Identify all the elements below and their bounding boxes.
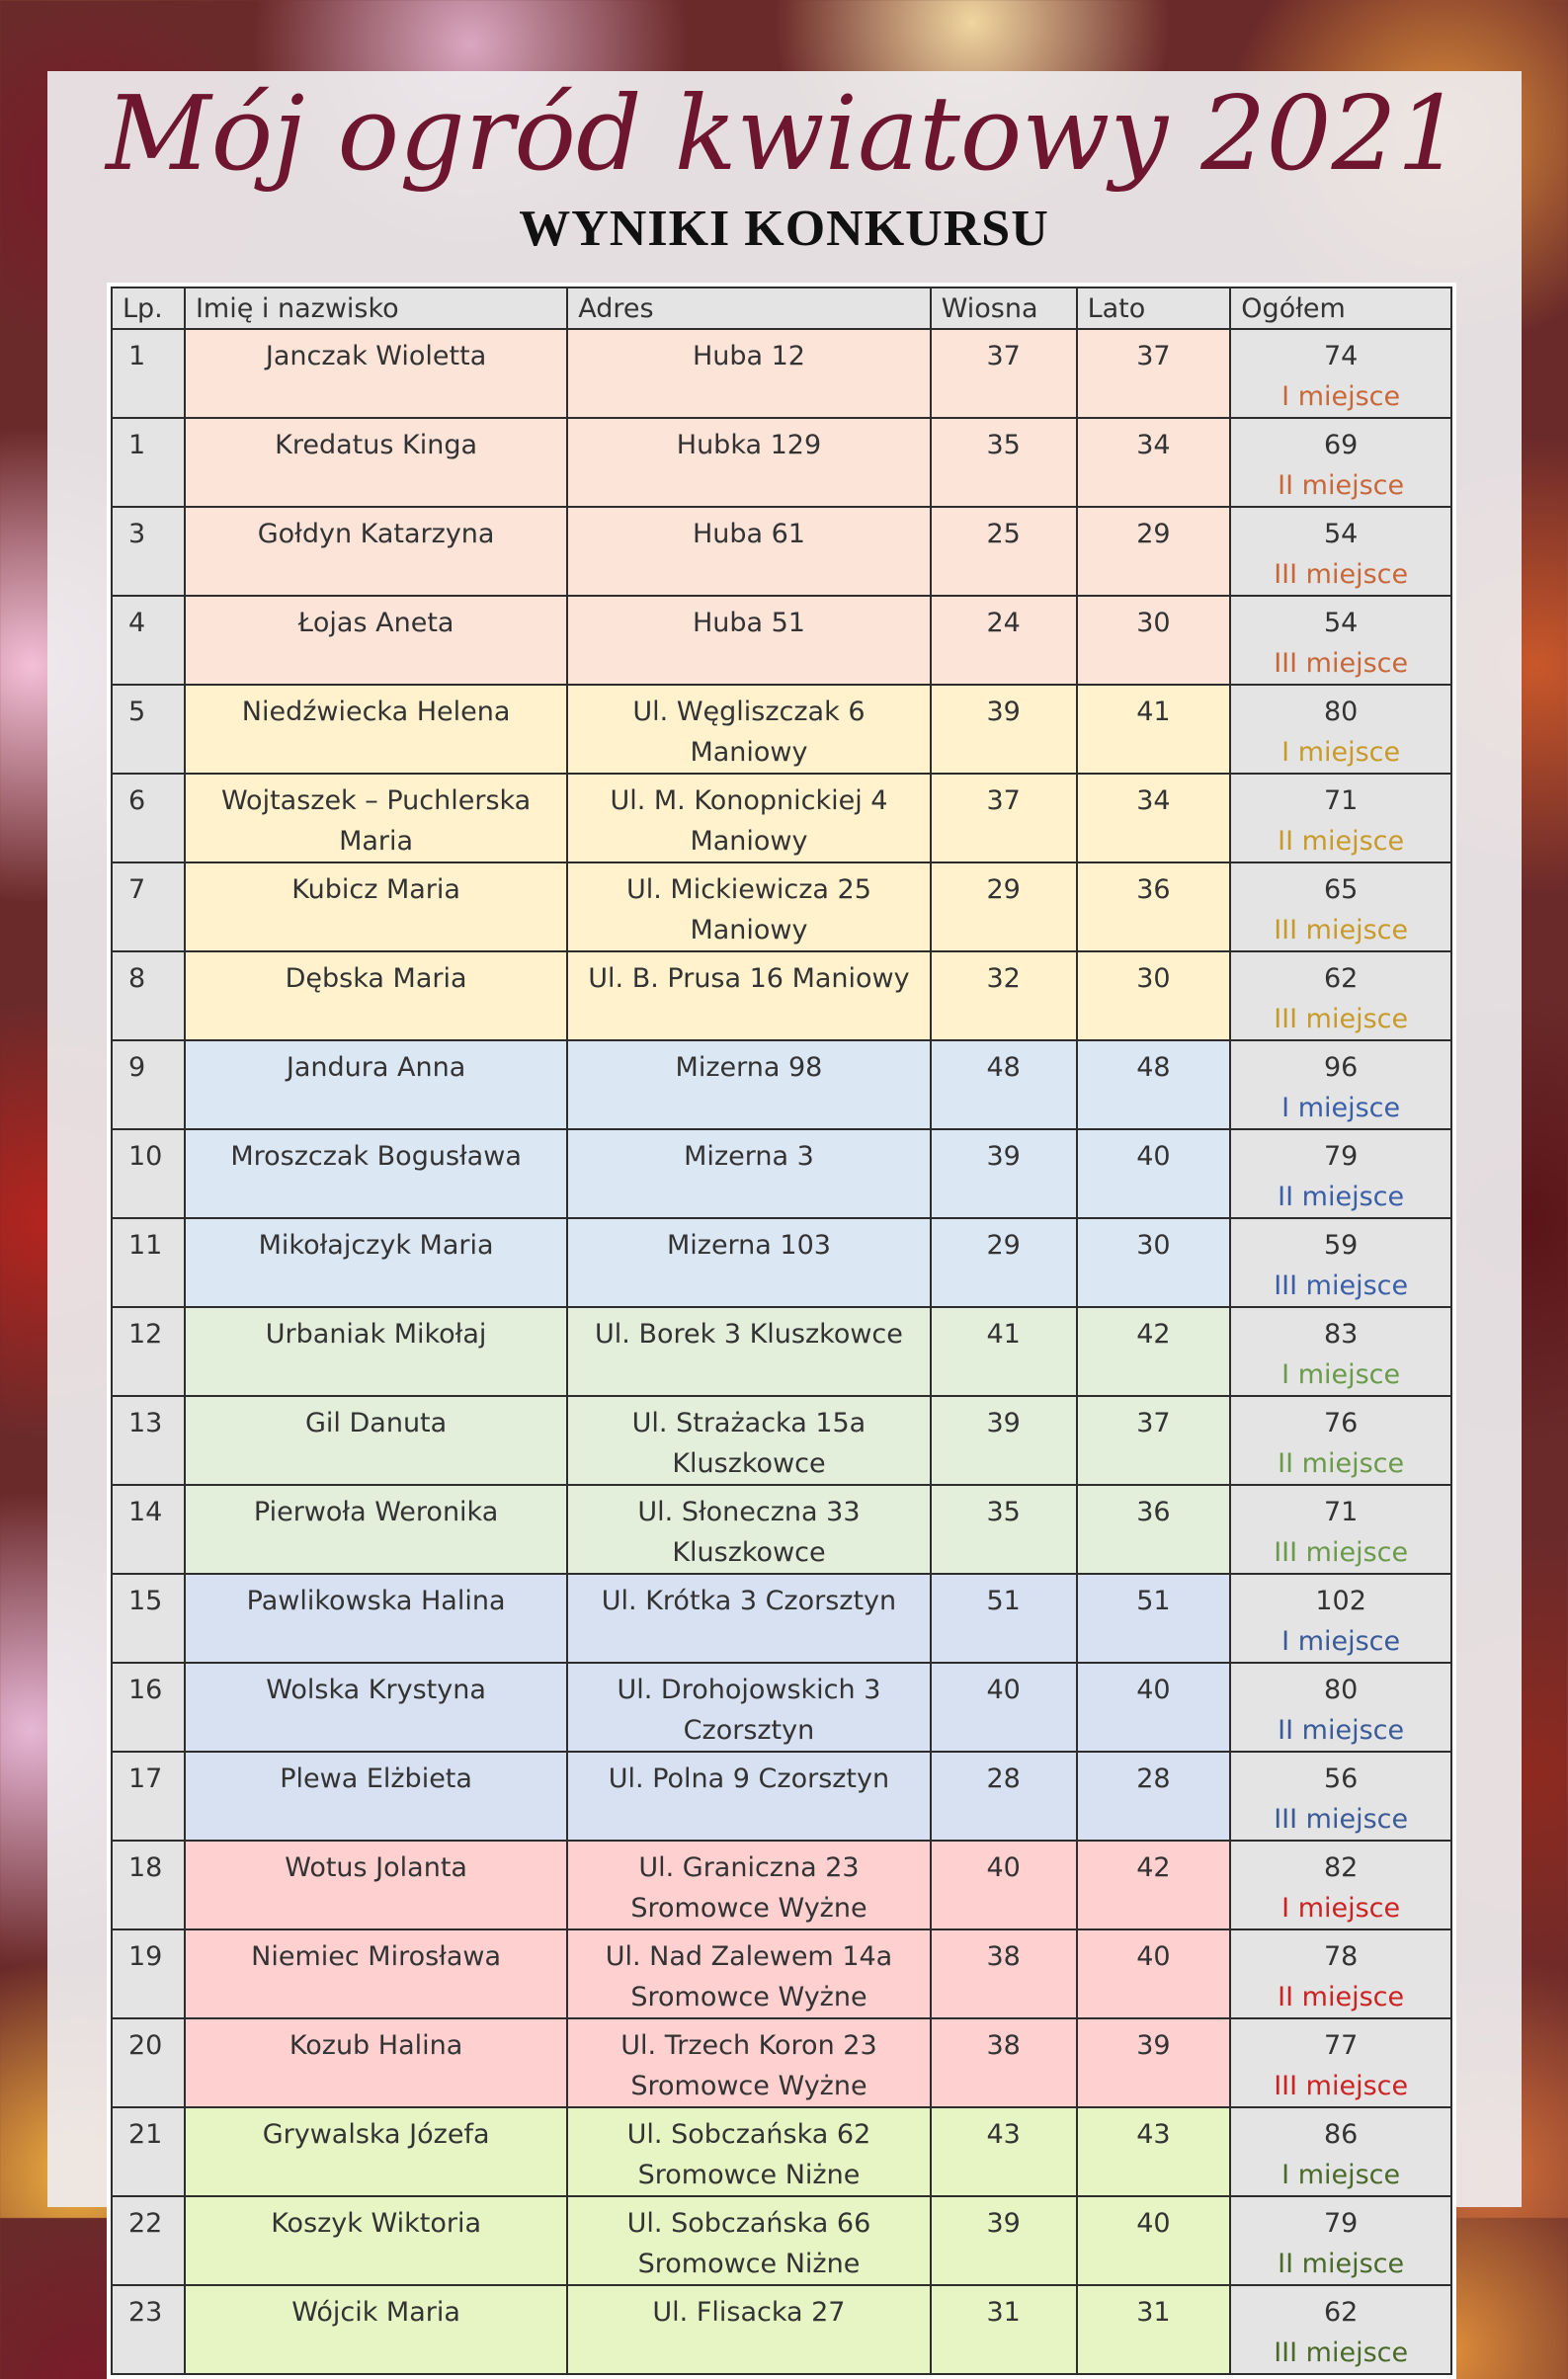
row-name: Pawlikowska Halina — [185, 1574, 567, 1663]
row-total — [1230, 862, 1451, 951]
row-address: Ul. Borek 3 Kluszkowce — [567, 1307, 930, 1396]
row-address: Mizerna 103 — [567, 1218, 930, 1307]
header-lp: Lp. — [112, 287, 185, 329]
table-row — [112, 418, 1451, 507]
row-summer-score: 36 — [1077, 862, 1231, 951]
row-total — [1230, 2107, 1451, 2196]
row-total — [1230, 1841, 1451, 1929]
row-lp: 8 — [112, 951, 185, 1040]
page-subtitle: WYNIKI KONKURSU — [519, 201, 1049, 257]
row-name: Łojas Aneta — [185, 596, 567, 685]
row-lp: 7 — [112, 862, 185, 951]
table-row — [112, 1396, 1451, 1485]
row-total — [1230, 1663, 1451, 1752]
table-row — [112, 1752, 1451, 1841]
total-score: 56 — [1323, 1764, 1359, 1794]
table-row — [112, 1040, 1451, 1129]
row-summer-score: 28 — [1077, 1752, 1231, 1841]
row-address: Ul. Nad Zalewem 14a Sromowce Wyżne — [567, 1929, 930, 2018]
row-name: Dębska Maria — [185, 951, 567, 1040]
table-row — [112, 1218, 1451, 1307]
table-row — [112, 1307, 1451, 1396]
row-total — [1230, 1218, 1451, 1307]
place-label: II miejsce — [1278, 1182, 1405, 1212]
row-spring-score: 48 — [931, 1040, 1077, 1129]
table-row — [112, 2285, 1451, 2374]
table-row — [112, 951, 1451, 1040]
row-name: Kubicz Maria — [185, 862, 567, 951]
table-row — [112, 862, 1451, 951]
total-score: 80 — [1323, 1675, 1359, 1705]
row-spring-score: 39 — [931, 1396, 1077, 1485]
row-lp: 23 — [112, 2285, 185, 2374]
table-row — [112, 329, 1451, 418]
row-lp: 3 — [112, 507, 185, 596]
row-summer-score: 31 — [1077, 2285, 1231, 2374]
table-header-row — [112, 287, 1451, 329]
row-lp: 6 — [112, 774, 185, 862]
row-lp: 16 — [112, 1663, 185, 1752]
row-summer-score: 40 — [1077, 1929, 1231, 2018]
table-row — [112, 774, 1451, 862]
row-spring-score: 37 — [931, 774, 1077, 862]
place-label: III miejsce — [1274, 2071, 1409, 2101]
total-score: 74 — [1323, 341, 1359, 371]
row-spring-score: 39 — [931, 685, 1077, 774]
total-score: 76 — [1323, 1408, 1359, 1438]
total-score: 71 — [1323, 785, 1359, 816]
total-score: 69 — [1323, 430, 1359, 460]
header-total: Ogółem — [1230, 287, 1451, 329]
row-lp: 18 — [112, 1841, 185, 1929]
row-lp: 4 — [112, 596, 185, 685]
row-summer-score: 42 — [1077, 1841, 1231, 1929]
row-summer-score: 29 — [1077, 507, 1231, 596]
row-name: Mroszczak Bogusława — [185, 1129, 567, 1218]
row-summer-score: 48 — [1077, 1040, 1231, 1129]
row-spring-score: 41 — [931, 1307, 1077, 1396]
results-table-wrapper — [107, 283, 1456, 2379]
row-summer-score: 40 — [1077, 1129, 1231, 1218]
row-address: Ul. Strażacka 15a Kluszkowce — [567, 1396, 930, 1485]
row-spring-score: 29 — [931, 1218, 1077, 1307]
header-name: Imię i nazwisko — [185, 287, 567, 329]
row-address: Ul. Słoneczna 33 Kluszkowce — [567, 1485, 930, 1574]
row-address: Mizerna 98 — [567, 1040, 930, 1129]
row-summer-score: 37 — [1077, 1396, 1231, 1485]
table-row — [112, 2018, 1451, 2107]
row-summer-score: 39 — [1077, 2018, 1231, 2107]
place-label: II miejsce — [1278, 1982, 1405, 2012]
place-label: I miejsce — [1281, 1359, 1401, 1390]
row-total — [1230, 329, 1451, 418]
row-lp: 10 — [112, 1129, 185, 1218]
row-total — [1230, 1752, 1451, 1841]
place-label: I miejsce — [1281, 381, 1401, 412]
row-name: Kozub Halina — [185, 2018, 567, 2107]
row-address: Ul. Mickiewicza 25 Maniowy — [567, 862, 930, 951]
row-name: Gołdyn Katarzyna — [185, 507, 567, 596]
row-total — [1230, 1129, 1451, 1218]
row-total — [1230, 2018, 1451, 2107]
row-spring-score: 29 — [931, 862, 1077, 951]
row-spring-score: 35 — [931, 1485, 1077, 1574]
row-lp: 11 — [112, 1218, 185, 1307]
table-row — [112, 2107, 1451, 2196]
row-total — [1230, 1396, 1451, 1485]
row-name: Gil Danuta — [185, 1396, 567, 1485]
place-label: I miejsce — [1281, 1093, 1401, 1123]
row-address: Hubka 129 — [567, 418, 930, 507]
place-label: II miejsce — [1278, 2249, 1405, 2279]
row-lp: 1 — [112, 418, 185, 507]
table-row — [112, 1929, 1451, 2018]
row-summer-score: 34 — [1077, 418, 1231, 507]
row-address: Ul. Graniczna 23 Sromowce Wyżne — [567, 1841, 930, 1929]
row-address: Ul. Sobczańska 62 Sromowce Niżne — [567, 2107, 930, 2196]
table-row — [112, 1129, 1451, 1218]
total-score: 59 — [1323, 1230, 1359, 1261]
place-label: II miejsce — [1278, 1715, 1405, 1746]
place-label: III miejsce — [1274, 915, 1409, 945]
row-total — [1230, 2285, 1451, 2374]
row-spring-score: 37 — [931, 329, 1077, 418]
place-label: III miejsce — [1274, 648, 1409, 679]
total-score: 96 — [1323, 1052, 1359, 1083]
place-label: III miejsce — [1274, 1004, 1409, 1034]
total-score: 54 — [1323, 519, 1359, 549]
total-score: 54 — [1323, 608, 1359, 638]
row-total — [1230, 418, 1451, 507]
table-row — [112, 1574, 1451, 1663]
table-row — [112, 2196, 1451, 2285]
row-address: Ul. Sobczańska 66 Sromowce Niżne — [567, 2196, 930, 2285]
results-table — [111, 287, 1452, 2375]
place-label: II miejsce — [1278, 1448, 1405, 1479]
row-name: Pierwoła Weronika — [185, 1485, 567, 1574]
row-address: Ul. Krótka 3 Czorsztyn — [567, 1574, 930, 1663]
row-spring-score: 40 — [931, 1841, 1077, 1929]
place-label: II miejsce — [1278, 470, 1405, 501]
row-name: Niedźwiecka Helena — [185, 685, 567, 774]
place-label: III miejsce — [1274, 1804, 1409, 1835]
row-spring-score: 51 — [931, 1574, 1077, 1663]
row-address: Huba 51 — [567, 596, 930, 685]
header-spring: Wiosna — [931, 287, 1077, 329]
row-spring-score: 38 — [931, 2018, 1077, 2107]
row-total — [1230, 1040, 1451, 1129]
place-label: I miejsce — [1281, 1626, 1401, 1657]
row-spring-score: 25 — [931, 507, 1077, 596]
place-label: II miejsce — [1278, 826, 1405, 857]
total-score: 77 — [1323, 2030, 1359, 2061]
total-score: 62 — [1323, 963, 1359, 994]
total-score: 102 — [1315, 1586, 1366, 1616]
row-name: Koszyk Wiktoria — [185, 2196, 567, 2285]
row-summer-score: 36 — [1077, 1485, 1231, 1574]
row-spring-score: 38 — [931, 1929, 1077, 2018]
row-spring-score: 24 — [931, 596, 1077, 685]
row-lp: 19 — [112, 1929, 185, 2018]
row-name: Wójcik Maria — [185, 2285, 567, 2374]
total-score: 82 — [1323, 1852, 1359, 1883]
total-score: 80 — [1323, 697, 1359, 727]
table-row — [112, 1663, 1451, 1752]
row-summer-score: 42 — [1077, 1307, 1231, 1396]
table-row — [112, 1841, 1451, 1929]
row-address: Ul. Węgliszczak 6 Maniowy — [567, 685, 930, 774]
row-summer-score: 30 — [1077, 596, 1231, 685]
row-name: Niemiec Mirosława — [185, 1929, 567, 2018]
row-address: Ul. Polna 9 Czorsztyn — [567, 1752, 930, 1841]
row-address: Mizerna 3 — [567, 1129, 930, 1218]
row-total — [1230, 2196, 1451, 2285]
place-label: III miejsce — [1274, 2338, 1409, 2368]
row-summer-score: 41 — [1077, 685, 1231, 774]
table-row — [112, 507, 1451, 596]
header-summer: Lato — [1077, 287, 1231, 329]
row-name: Wojtaszek – Puchlerska Maria — [185, 774, 567, 862]
row-lp: 1 — [112, 329, 185, 418]
total-score: 65 — [1323, 874, 1359, 905]
row-name: Wotus Jolanta — [185, 1841, 567, 1929]
table-row — [112, 1485, 1451, 1574]
row-total — [1230, 507, 1451, 596]
page-title: Mój ogród kwiatowy 2021 — [106, 73, 1462, 194]
total-score: 62 — [1323, 2297, 1359, 2328]
place-label: III miejsce — [1274, 1537, 1409, 1568]
row-name: Janczak Wioletta — [185, 329, 567, 418]
row-address: Huba 12 — [567, 329, 930, 418]
row-total — [1230, 774, 1451, 862]
total-score: 79 — [1323, 1141, 1359, 1172]
row-total — [1230, 951, 1451, 1040]
row-lp: 14 — [112, 1485, 185, 1574]
row-spring-score: 35 — [931, 418, 1077, 507]
place-label: I miejsce — [1281, 1893, 1401, 1924]
total-score: 71 — [1323, 1497, 1359, 1527]
row-summer-score: 43 — [1077, 2107, 1231, 2196]
row-name: Wolska Krystyna — [185, 1663, 567, 1752]
row-spring-score: 28 — [931, 1752, 1077, 1841]
row-summer-score: 37 — [1077, 329, 1231, 418]
row-name: Jandura Anna — [185, 1040, 567, 1129]
row-spring-score: 32 — [931, 951, 1077, 1040]
table-row — [112, 596, 1451, 685]
total-score: 78 — [1323, 1941, 1359, 1972]
row-lp: 12 — [112, 1307, 185, 1396]
row-address: Ul. B. Prusa 16 Maniowy — [567, 951, 930, 1040]
row-name: Plewa Elżbieta — [185, 1752, 567, 1841]
row-lp: 17 — [112, 1752, 185, 1841]
place-label: I miejsce — [1281, 737, 1401, 768]
row-total — [1230, 1485, 1451, 1574]
row-lp: 22 — [112, 2196, 185, 2285]
row-total — [1230, 1929, 1451, 2018]
row-lp: 13 — [112, 1396, 185, 1485]
row-total — [1230, 1307, 1451, 1396]
row-summer-score: 51 — [1077, 1574, 1231, 1663]
place-label: III miejsce — [1274, 1271, 1409, 1301]
row-lp: 21 — [112, 2107, 185, 2196]
row-spring-score: 40 — [931, 1663, 1077, 1752]
row-summer-score: 30 — [1077, 951, 1231, 1040]
total-score: 83 — [1323, 1319, 1359, 1350]
row-name: Mikołajczyk Maria — [185, 1218, 567, 1307]
row-lp: 20 — [112, 2018, 185, 2107]
place-label: I miejsce — [1281, 2160, 1401, 2190]
row-address: Ul. Flisacka 27 — [567, 2285, 930, 2374]
row-lp: 15 — [112, 1574, 185, 1663]
row-address: Huba 61 — [567, 507, 930, 596]
row-spring-score: 39 — [931, 2196, 1077, 2285]
row-address: Ul. Trzech Koron 23 Sromowce Wyżne — [567, 2018, 930, 2107]
table-row — [112, 685, 1451, 774]
header-address: Adres — [567, 287, 930, 329]
row-total — [1230, 1574, 1451, 1663]
total-score: 86 — [1323, 2119, 1359, 2150]
row-summer-score: 40 — [1077, 1663, 1231, 1752]
row-spring-score: 31 — [931, 2285, 1077, 2374]
row-summer-score: 34 — [1077, 774, 1231, 862]
row-summer-score: 30 — [1077, 1218, 1231, 1307]
row-spring-score: 39 — [931, 1129, 1077, 1218]
row-lp: 5 — [112, 685, 185, 774]
row-lp: 9 — [112, 1040, 185, 1129]
row-spring-score: 43 — [931, 2107, 1077, 2196]
row-summer-score: 40 — [1077, 2196, 1231, 2285]
row-name: Grywalska Józefa — [185, 2107, 567, 2196]
row-address: Ul. Drohojowskich 3 Czorsztyn — [567, 1663, 930, 1752]
total-score: 79 — [1323, 2208, 1359, 2239]
row-address: Ul. M. Konopnickiej 4 Maniowy — [567, 774, 930, 862]
row-total — [1230, 596, 1451, 685]
place-label: III miejsce — [1274, 559, 1409, 590]
row-name: Kredatus Kinga — [185, 418, 567, 507]
row-total — [1230, 685, 1451, 774]
row-name: Urbaniak Mikołaj — [185, 1307, 567, 1396]
